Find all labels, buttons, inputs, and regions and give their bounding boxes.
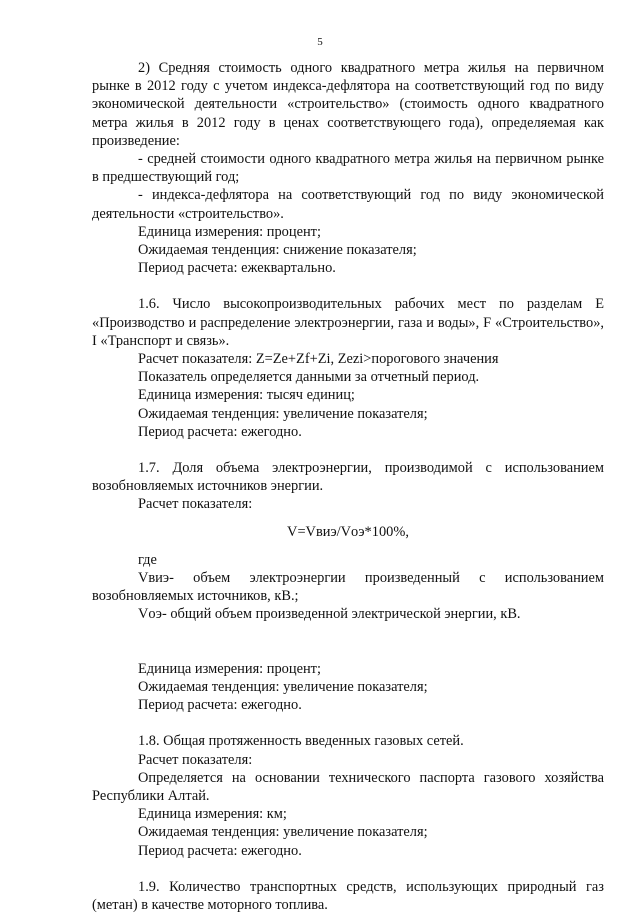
page-number: 5 [317, 36, 323, 48]
formula: V=Vвиэ/Vоэ*100%, [287, 523, 409, 540]
trend-line: Ожидаемая тенденция: увеличение показателя; [138, 824, 428, 841]
period-line: Период расчета: ежегодно. [138, 697, 302, 714]
paragraph-avg-housing-cost: 2) Средняя стоимость одного квадратного метра жилья на первичном рынке в 2012 году с учетом индекса-дефлятора на соответствующий год по виду экономической деятельности «строительство» (стоимость одного квадратного метра жилья в 2012 году в ценах соответствующего года), определяемая как произведение: [92, 60, 604, 149]
source-line: Показатель определяется данными за отчетный период. [138, 369, 480, 386]
period-line: Период расчета: ежегодно. [138, 423, 302, 440]
section-1-6-title: 1.6. Число высокопроизводительных рабочих мест по разделам E «Производство и распределение электроэнергии, газа и воды», F «Строительство», I «Транспорт и связь». [92, 296, 604, 349]
calc-line: Расчет показателя: [138, 496, 253, 513]
where-label: где [138, 551, 157, 568]
bullet-deflator-index: - индекса-дефлятора на соответствующий год по виду экономической деятельности «строительство». [92, 187, 604, 222]
calc-line: Расчет показателя: [138, 751, 253, 768]
document-body [92, 59, 604, 914]
period-line: Период расчета: ежеквартально. [138, 260, 336, 277]
description-line: Определяется на основании технического паспорта газового хозяйства Республики Алтай. [92, 769, 604, 804]
section-1-8-title: 1.8. Общая протяженность введенных газовых сетей. [138, 733, 464, 750]
definition-vvie: Vвиэ- объем электроэнергии произведенный с использованием возобновляемых источников, кВ.; [92, 570, 604, 605]
calc-line: Расчет показателя: Z=Ze+Zf+Zi, Zezi>порогового значения [138, 351, 499, 368]
period-line: Период расчета: ежегодно. [138, 842, 302, 859]
unit-line: Единица измерения: процент; [138, 660, 321, 677]
trend-line: Ожидаемая тенденция: увеличение показателя; [138, 678, 428, 695]
unit-line: Единица измерения: км; [138, 806, 287, 823]
trend-line: Ожидаемая тенденция: снижение показателя; [138, 242, 417, 259]
unit-line: Единица измерения: тысяч единиц; [138, 387, 355, 404]
trend-line: Ожидаемая тенденция: увеличение показателя; [138, 405, 428, 422]
bullet-prev-year-cost: - средней стоимости одного квадратного метра жилья на первичном рынке в предшествующий год; [92, 151, 604, 186]
unit-line: Единица измерения: процент; [138, 223, 321, 240]
definition-voe: Vоэ- общий объем произведенной электрической энергии, кВ. [138, 606, 521, 623]
section-1-9-title: 1.9. Количество транспортных средств, использующих природный газ (метан) в качестве моторного топлива. [92, 878, 604, 913]
section-1-7-title: 1.7. Доля объема электроэнергии, производимой с использованием возобновляемых источников энергии. [92, 460, 604, 495]
